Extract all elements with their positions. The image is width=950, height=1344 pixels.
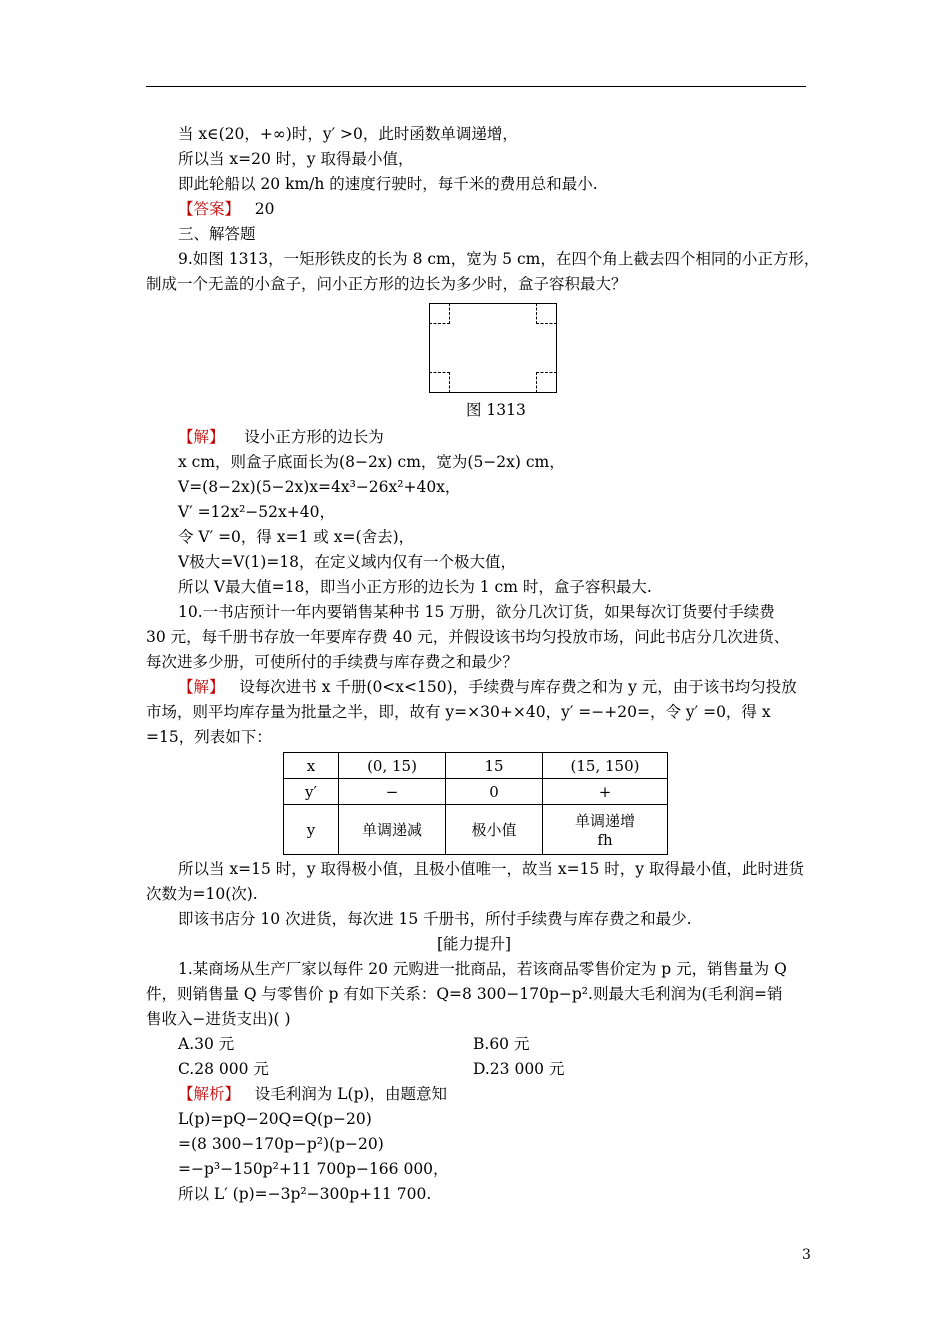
table-row [284, 805, 668, 855]
corner-square [536, 372, 557, 393]
question-9: 9.如图 1313，一矩形铁皮的长为 8 cm，宽为 5 cm，在四个角上截去四个相同的小正方形， [178, 250, 820, 268]
problem-1: 售收入−进货支出)( ) [146, 1010, 291, 1028]
solution-9-head [178, 427, 384, 447]
solution-10-head [178, 677, 797, 697]
cell-text: 单调递增 [574, 812, 635, 830]
answer-line [178, 199, 275, 219]
analysis-tag: 【解析】 [178, 1085, 241, 1103]
solution-line: 次数为=10(次). [146, 885, 258, 903]
page-number: 3 [802, 1247, 811, 1263]
solution-line: =15，列表如下： [146, 728, 272, 746]
solution-tag: 【解】 [178, 428, 225, 446]
option-a: A.30 元 [178, 1035, 235, 1053]
option-c: C.28 000 元 [178, 1060, 269, 1078]
table-row [284, 753, 668, 779]
solution-line: x cm，则盒子底面长为(8−2x) cm，宽为(5−2x) cm， [178, 453, 565, 471]
figure-caption: 图 1313 [466, 401, 526, 419]
table-cell: 15 [446, 753, 543, 779]
rectangle-figure [429, 303, 557, 393]
solution-line: 即该书店分 10 次进货，每次进 15 千册书，所付手续费与库存费之和最少. [178, 910, 692, 928]
table-cell: 单调递减 [339, 805, 446, 855]
table-cell: 极小值 [446, 805, 543, 855]
solution-line: 令 V′ =0，得 x=1 或 x=(舍去)， [178, 528, 415, 546]
problem-1: 1.某商场从生产厂家以每件 20 元购进一批商品，若该商品零售价定为 p 元，销售量为 Q [178, 960, 787, 978]
solution-line: V极大=V(1)=18，在定义域内仅有一个极大值， [178, 553, 517, 571]
analysis-line: =(8 300−170p−p²)(p−20) [178, 1135, 384, 1153]
corner-square [536, 303, 557, 324]
analysis-head [178, 1084, 447, 1104]
analysis-line: L(p)=pQ−20Q=Q(p−20) [178, 1110, 372, 1128]
answer-value: 20 [254, 200, 275, 218]
analysis-text: 设毛利润为 L(p)，由题意知 [254, 1085, 448, 1103]
solution-text: 设每次进书 x 千册(0<x<150)，手续费与库存费之和为 y 元，由于该书均匀投放 [239, 678, 797, 696]
corner-square [429, 372, 450, 393]
text-line: 所以当 x=20 时，y 取得最小值， [178, 150, 414, 168]
table-cell: − [339, 779, 446, 805]
solution-tag: 【解】 [178, 678, 225, 696]
problem-1: 件，则销售量 Q 与零售价 p 有如下关系：Q=8 300−170p−p².则最大毛利润为(毛利润=销 [146, 985, 783, 1003]
table-cell: (0, 15) [339, 753, 446, 779]
section-heading: [能力提升] [437, 935, 512, 953]
table-cell: x [284, 753, 339, 779]
option-b: B.60 元 [473, 1035, 530, 1053]
question-10: 30 元，每千册书存放一年要库存费 40 元，并假设该书均匀投放市场，问此书店分几次进货、 [146, 628, 790, 646]
variation-table [283, 752, 668, 855]
solution-line: 市场，则平均库存量为批量之半，即，故有 y=×30+×40，y′ =−+20=，令 y′ =0，得 x [146, 703, 771, 721]
table-cell: + [543, 779, 668, 805]
corner-square [429, 303, 450, 324]
answer-tag: 【答案】 [178, 200, 241, 218]
table-row [284, 779, 668, 805]
table-cell: 0 [446, 779, 543, 805]
header-rule [146, 86, 806, 87]
solution-line: 所以 V最大值=18，即当小正方形的边长为 1 cm 时，盒子容积最大. [178, 578, 652, 596]
table-cell [543, 805, 668, 855]
text-line: 当 x∈(20，+∞)时，y′ >0，此时函数单调递增， [178, 125, 518, 143]
solution-line: 所以当 x=15 时，y 取得极小值，且极小值唯一，故当 x=15 时，y 取得最小值，此时进货 [178, 860, 804, 878]
question-10: 10.一书店预计一年内要销售某种书 15 万册，欲分几次订货，如果每次订货要付手续费 [178, 603, 775, 621]
question-9: 制成一个无盖的小盒子，问小正方形的边长为多少时，盒子容积最大？ [146, 275, 627, 293]
solution-text: 设小正方形的边长为 [244, 428, 384, 446]
cell-text: fh [597, 831, 613, 849]
table-cell: (15, 150) [543, 753, 668, 779]
table-cell: y′ [284, 779, 339, 805]
solution-line: V=(8−2x)(5−2x)x=4x³−26x²+40x， [178, 478, 461, 496]
analysis-line: 所以 L′ (p)=−3p²−300p+11 700. [178, 1185, 432, 1203]
option-d: D.23 000 元 [473, 1060, 565, 1078]
solution-line: V′ =12x²−52x+40， [178, 503, 335, 521]
analysis-line: =−p³−150p²+11 700p−166 000， [178, 1160, 449, 1178]
question-10: 每次进多少册，可使所付的手续费与库存费之和最少？ [146, 653, 519, 671]
section-heading: 三、解答题 [178, 225, 256, 243]
text-line: 即此轮船以 20 km/h 的速度行驶时，每千米的费用总和最小. [178, 175, 598, 193]
table-cell: y [284, 805, 339, 855]
